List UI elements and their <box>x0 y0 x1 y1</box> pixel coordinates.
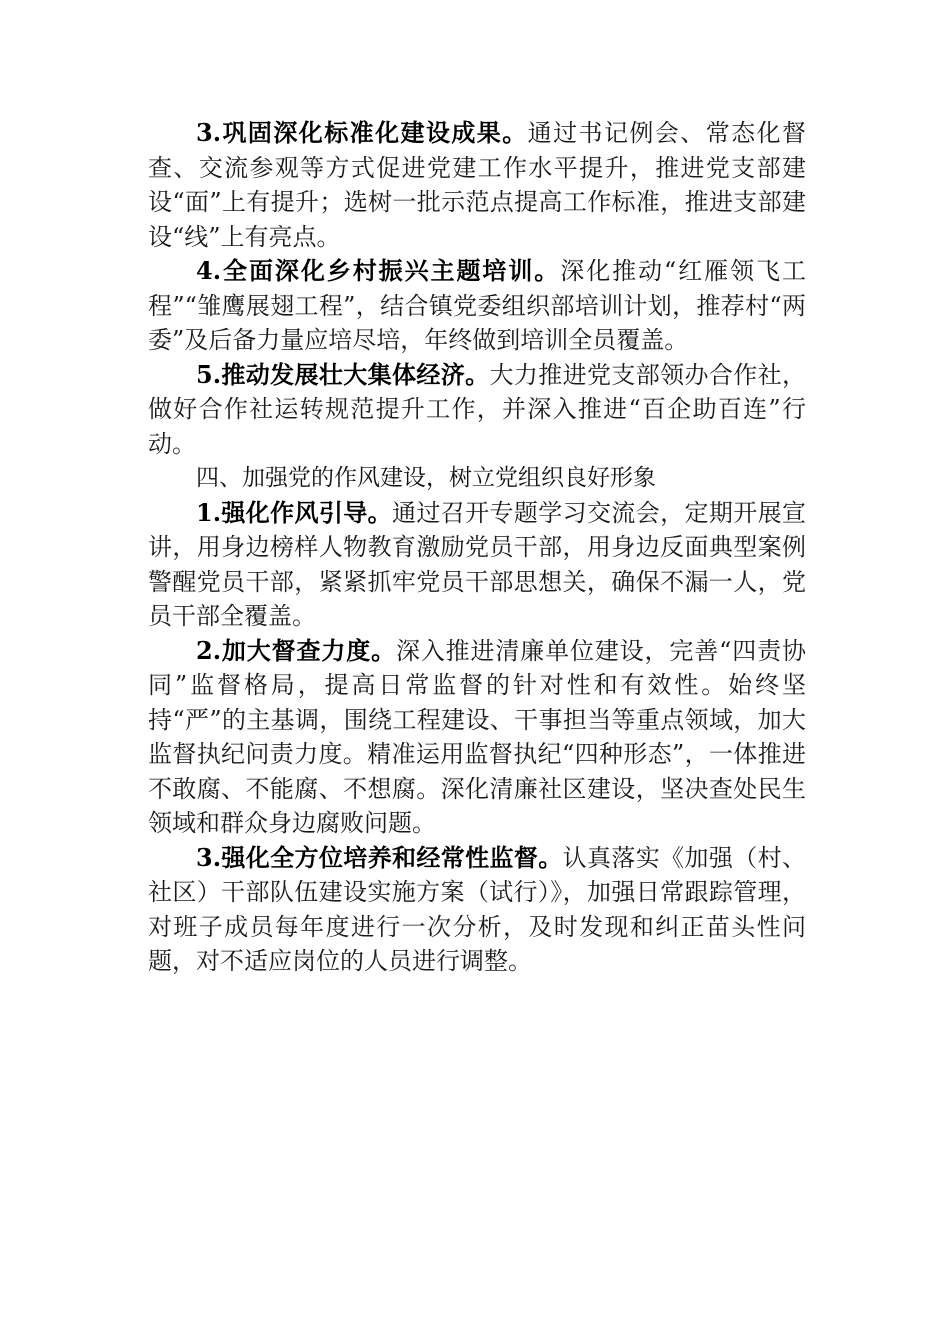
paragraph-lead: 4.全面深化乡村振兴主题培训。 <box>196 256 561 285</box>
paragraph-lead: 3.巩固深化标准化建设成果。 <box>196 118 528 147</box>
document-page <box>148 116 806 979</box>
paragraph-text: 通过书记例会、常态化督查、交流参观等方式促进党建工作水平提升，推进党支部建设“面”上有提升；选树一批示范点提高工作标准，推进支部建设“线”上有亮点。 <box>148 119 806 251</box>
paragraph-all-round-supervision <box>148 841 806 979</box>
paragraph-text: 认真落实《加强（村、社区）干部队伍建设实施方案（试行）》，加强日常跟踪管理，对班子成员每年度进行一次分析，及时发现和纠正苗头性问题，对不适应岗位的人员进行调整。 <box>148 843 806 975</box>
paragraph-text: 深入推进清廉单位建设，完善“四责协同”监督格局，提高日常监督的针对性和有效性。始终坚持“严”的主基调，围绕工程建设、干事担当等重点领域，加大监督执纪问责力度。精准运用监督执纪“四种形态”，一体推进不敢腐、不能腐、不想腐。深化清廉社区建设，坚决查处民生领域和群众身边腐败问题。 <box>148 636 806 837</box>
paragraph-collective-economy <box>148 358 806 462</box>
paragraph-lead: 2.加大督查力度。 <box>196 635 396 665</box>
paragraph-lead: 3.强化全方位培养和经常性监督。 <box>196 842 563 872</box>
paragraph-lead: 5.推动发展壮大集体经济。 <box>196 359 490 389</box>
paragraph-lead: 1.强化作风引导。 <box>196 497 393 527</box>
paragraph-rural-revitalization-training <box>148 254 806 358</box>
paragraph-text: 通过召开专题学习交流会，定期开展宣讲，用身边榜样人物教育激励党员干部，用身边反面典型案例警醒党员干部，紧紧抓牢党员干部思想关，确保不漏一人，党员干部全覆盖。 <box>148 498 807 630</box>
section-heading: 四、加强党的作风建设，树立党组织良好形象 <box>196 465 656 491</box>
paragraph-text: 深化推动“红雁领飞工程”“雏鹰展翅工程”，结合镇党委组织部培训计划，推荐村“两委”及后备力量应培尽培，年终做到培训全员覆盖。 <box>148 257 806 354</box>
paragraph-text: 大力推进党支部领办合作社，做好合作社运转规范提升工作，并深入推进“百企助百连”行动。 <box>148 360 806 458</box>
paragraph-style-guidance <box>148 496 806 634</box>
paragraph-supervision-intensity <box>148 634 806 841</box>
paragraph-consolidate-standardization <box>148 116 806 254</box>
